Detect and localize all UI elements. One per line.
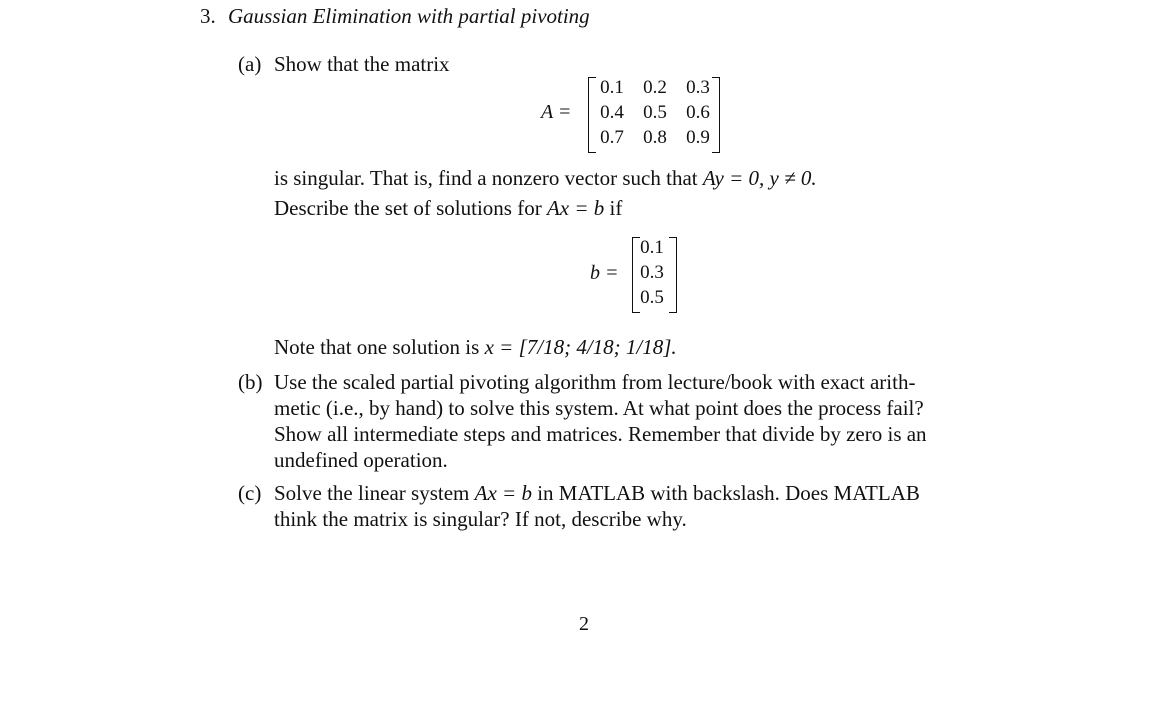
matrix-a-cell: 0.1 xyxy=(600,77,624,98)
describe-math: Ax = b xyxy=(546,196,605,220)
vector-b-right-bracket xyxy=(669,237,677,313)
part-c-line-2: think the matrix is singular? If not, describe why. xyxy=(274,507,687,531)
vector-b-label: b = xyxy=(590,262,619,284)
part-c-math: Ax = b xyxy=(474,481,532,505)
matrix-a-label: A = xyxy=(541,101,572,123)
matrix-a-cell: 0.5 xyxy=(643,102,667,123)
part-b-line: Show all intermediate steps and matrices. Remember that divide by zero is an xyxy=(274,422,927,446)
part-c-label: (c) xyxy=(238,481,262,505)
note-text: Note that one solution is xyxy=(274,335,485,359)
part-b-line: metic (i.e., by hand) to solve this system. At what point does the process fail? xyxy=(274,396,924,420)
part-c-line-1: Solve the linear system Ax = b in MATLAB with backslash. Does MATLAB xyxy=(274,481,920,505)
matrix-a-cell: 0.3 xyxy=(686,77,710,98)
matrix-a-cell: 0.9 xyxy=(686,127,710,148)
matrix-a-cell: 0.6 xyxy=(686,102,710,123)
matrix-a-cell: 0.7 xyxy=(600,127,624,148)
singular-math: Ay = 0, y ≠ 0. xyxy=(702,166,817,190)
part-b-line: Use the scaled partial pivoting algorithm from lecture/book with exact arith- xyxy=(274,370,916,394)
part-b-label: (b) xyxy=(238,370,263,394)
describe-sentence xyxy=(274,195,622,221)
note-sentence xyxy=(274,334,677,360)
page-number: 2 xyxy=(579,613,589,635)
note-math: x = [7/18; 4/18; 1/18]. xyxy=(484,335,677,359)
matrix-a-cell: 0.8 xyxy=(643,127,667,148)
vector-b-cell: 0.3 xyxy=(640,262,664,283)
problem-title: Gaussian Elimination with partial pivoting xyxy=(228,4,590,28)
vector-b-cell: 0.1 xyxy=(640,237,664,258)
matrix-a-cell: 0.4 xyxy=(600,102,624,123)
part-a-label: (a) xyxy=(238,52,262,76)
part-a-intro: Show that the matrix xyxy=(274,52,450,76)
describe-if: if xyxy=(604,196,623,220)
problem-number: 3. xyxy=(200,4,216,28)
matrix-a-cell: 0.2 xyxy=(643,77,667,98)
singular-text: is singular. That is, find a nonzero vector such that xyxy=(274,166,703,190)
vector-b-cell: 0.5 xyxy=(640,287,664,308)
singular-sentence xyxy=(274,165,817,191)
describe-text: Describe the set of solutions for xyxy=(274,196,547,220)
part-b-line: undefined operation. xyxy=(274,448,448,472)
